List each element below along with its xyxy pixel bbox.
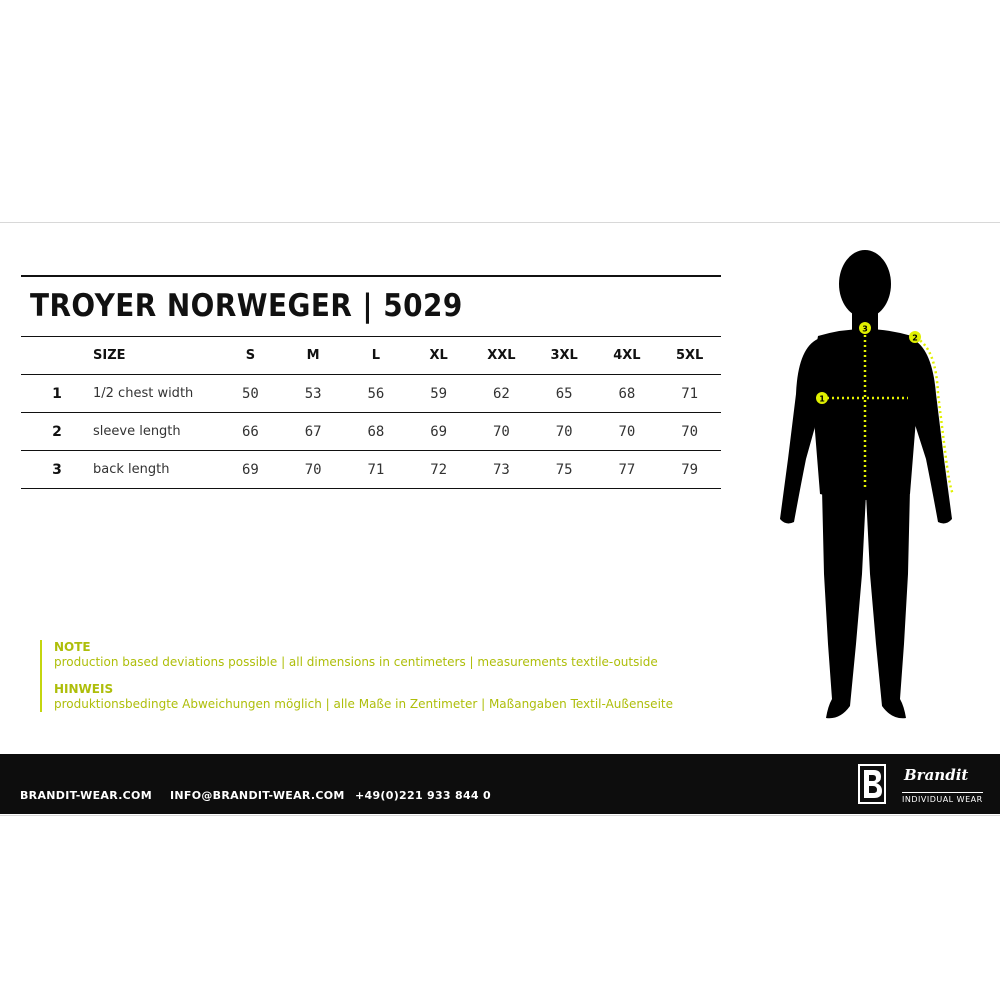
hinweis-text: produktionsbedingte Abweichungen möglich | alle Maße in Zentimeter | Maßangaben Textil-Außenseite [54, 697, 673, 711]
table-row [21, 375, 721, 413]
note-block [40, 640, 754, 712]
table-cell: 69 [219, 451, 282, 489]
table-cell: 62 [470, 375, 533, 413]
table-cell: 70 [658, 413, 721, 451]
marker-1 [816, 392, 828, 404]
footer-email-link[interactable]: INFO@BRANDIT-WEAR.COM [170, 789, 345, 802]
top-rule [21, 275, 721, 277]
header-cell: S [219, 337, 282, 375]
hinweis-heading: HINWEIS [54, 682, 114, 696]
body-silhouette-figure [770, 244, 970, 729]
table-cell: 72 [407, 451, 470, 489]
marker-2-label: 2 [912, 333, 918, 343]
header-cell: 4XL [596, 337, 659, 375]
table-cell: 56 [345, 375, 408, 413]
table-cell: 50 [219, 375, 282, 413]
table-cell: 70 [282, 451, 345, 489]
marker-3-label: 3 [862, 324, 868, 334]
header-cell: XXL [470, 337, 533, 375]
table-cell: 69 [407, 413, 470, 451]
header-cell: XL [407, 337, 470, 375]
marker-1-label: 1 [819, 394, 825, 404]
table-cell: 68 [596, 375, 659, 413]
row-label: 1/2 chest width [93, 375, 219, 413]
table-row [21, 413, 721, 451]
header-cell: 5XL [658, 337, 721, 375]
footer-bar [0, 754, 1000, 814]
table-cell: 70 [533, 413, 596, 451]
table-cell: 70 [596, 413, 659, 451]
table-header-row [21, 337, 721, 375]
silhouette [780, 250, 952, 718]
size-table [21, 336, 721, 489]
marker-3 [859, 322, 871, 334]
table-cell: 71 [658, 375, 721, 413]
brand-logo-tagline: INDIVIDUAL WEAR [902, 792, 983, 804]
row-number: 1 [21, 375, 93, 413]
footer-phone[interactable]: +49(0)221 933 844 0 [355, 789, 491, 802]
header-cell-size: SIZE [93, 337, 219, 375]
table-row [21, 451, 721, 489]
header-cell: M [282, 337, 345, 375]
table-cell: 67 [282, 413, 345, 451]
header-cell: 3XL [533, 337, 596, 375]
brand-logo-mark [858, 764, 886, 804]
row-number: 2 [21, 413, 93, 451]
header-cell [21, 337, 93, 375]
footer-website-link[interactable]: BRANDIT-WEAR.COM [20, 789, 152, 802]
table-cell: 77 [596, 451, 659, 489]
table-cell: 73 [470, 451, 533, 489]
table-cell: 65 [533, 375, 596, 413]
page-title: TROYER NORWEGER | 5029 [30, 288, 463, 324]
table-cell: 53 [282, 375, 345, 413]
table-cell: 79 [658, 451, 721, 489]
brand-logo-name: Brandit [904, 766, 969, 784]
note-text: production based deviations possible | all dimensions in centimeters | measurements textile-outside [54, 655, 658, 669]
row-number: 3 [21, 451, 93, 489]
table-cell: 75 [533, 451, 596, 489]
row-label: back length [93, 451, 219, 489]
table-cell: 59 [407, 375, 470, 413]
table-cell: 68 [345, 413, 408, 451]
marker-2 [909, 331, 921, 343]
table-cell: 70 [470, 413, 533, 451]
header-cell: L [345, 337, 408, 375]
table-cell: 66 [219, 413, 282, 451]
note-heading: NOTE [54, 640, 91, 654]
row-label: sleeve length [93, 413, 219, 451]
table-cell: 71 [345, 451, 408, 489]
